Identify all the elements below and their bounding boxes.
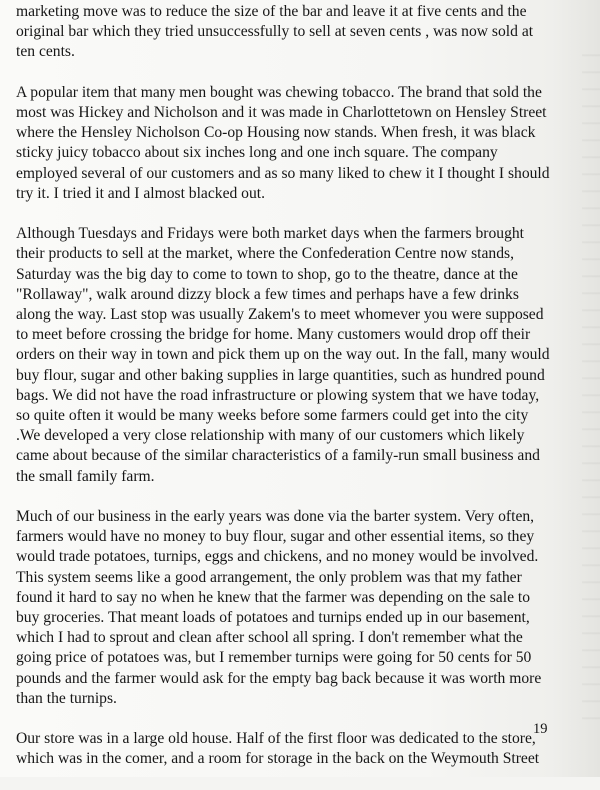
text-line: employed several of our customers and as so many liked to chew it I thought I should (16, 164, 550, 182)
page-number: 19 (533, 721, 548, 737)
text-line: came about because of the similar characteristics of a family-run small business and (16, 447, 540, 465)
text-line: ten cents. (16, 43, 75, 61)
text-line: buy groceries. That meant loads of potatoes and turnips ended up in our basement, (16, 609, 530, 627)
text-line: where the Hensley Nicholson Co-op Housing now stands. When fresh, it was black (16, 124, 536, 142)
text-line: "Rollaway", walk around dizzy block a few times and perhaps have a few drinks (16, 285, 519, 303)
text-line: Much of our business in the early years was done via the barter system. Very often, (16, 508, 535, 526)
text-line: would trade potatoes, turnips, eggs and chickens, and no money would be involved. (16, 548, 539, 566)
paragraph-4 (16, 507, 588, 709)
text-line: Our store was in a large old house. Half of the first floor was dedicated to the store, (16, 730, 536, 748)
text-line: pounds and the farmer would ask for the empty bag back because it was worth more (16, 669, 542, 687)
text-line: Saturday was the big day to come to town to shop, go to the theatre, dance at the (16, 265, 518, 283)
text-line: orders on their way in town and pick them up on the way out. In the fall, many would (16, 346, 550, 364)
text-line: so quite often it would be many weeks before some farmers could get into the city (16, 407, 529, 425)
paragraph-3 (16, 224, 588, 487)
text-line: .We developed a very close relationship with many of our customers which likely (16, 427, 525, 445)
text-line: than the turnips. (16, 689, 117, 707)
text-line: farmers would have no money to buy flour, sugar and other essential items, so they (16, 528, 535, 546)
text-line: along the way. Last stop was usually Zakem's to meet whomever you were supposed (16, 306, 544, 324)
text-line: their products to sell at the market, where the Confederation Centre now stands, (16, 245, 514, 263)
text-line: which was in the comer, and a room for storage in the back on the Weymouth Street (16, 750, 540, 768)
text-line: to meet before crossing the bridge for home. Many customers would drop off their (16, 326, 531, 344)
text-line: which I had to sprout and clean after school all spring. I don't remember what the (16, 629, 523, 647)
paragraph-1 (16, 2, 588, 63)
text-line: sticky juicy tobacco about six inches long and one inch square. The company (16, 144, 498, 162)
text-line: the small family farm. (16, 467, 155, 485)
paragraph-5 (16, 729, 588, 769)
text-line: A popular item that many men bought was chewing tobacco. The brand that sold the (16, 83, 542, 101)
text-line: try it. I tried it and I almost blacked out. (16, 184, 266, 202)
text-line: most was Hickey and Nicholson and it was made in Charlottetown on Hensley Street (16, 104, 547, 121)
text-line: buy flour, sugar and other baking supplies in large quantities, such as hundred pound (16, 366, 545, 384)
text-line: bags. We did not have the road infrastructure or plowing system that we have today, (16, 386, 540, 404)
text-line: original bar which they tried unsuccessfully to sell at seven cents , was now sold at (16, 23, 534, 41)
text-line: going price of potatoes was, but I remember turnips were going for 50 cents for 50 (16, 649, 532, 667)
body-text (16, 2, 588, 790)
text-line: marketing move was to reduce the size of the bar and leave it at five cents and the (16, 3, 527, 20)
paragraph-2 (16, 83, 588, 204)
text-line: This system seems like a good arrangement, the only problem was that my father (16, 568, 522, 586)
text-line: found it hard to say no when he knew that the farmer was depending on the sale to (16, 588, 531, 606)
text-line: Although Tuesdays and Fridays were both market days when the farmers brought (16, 225, 525, 243)
